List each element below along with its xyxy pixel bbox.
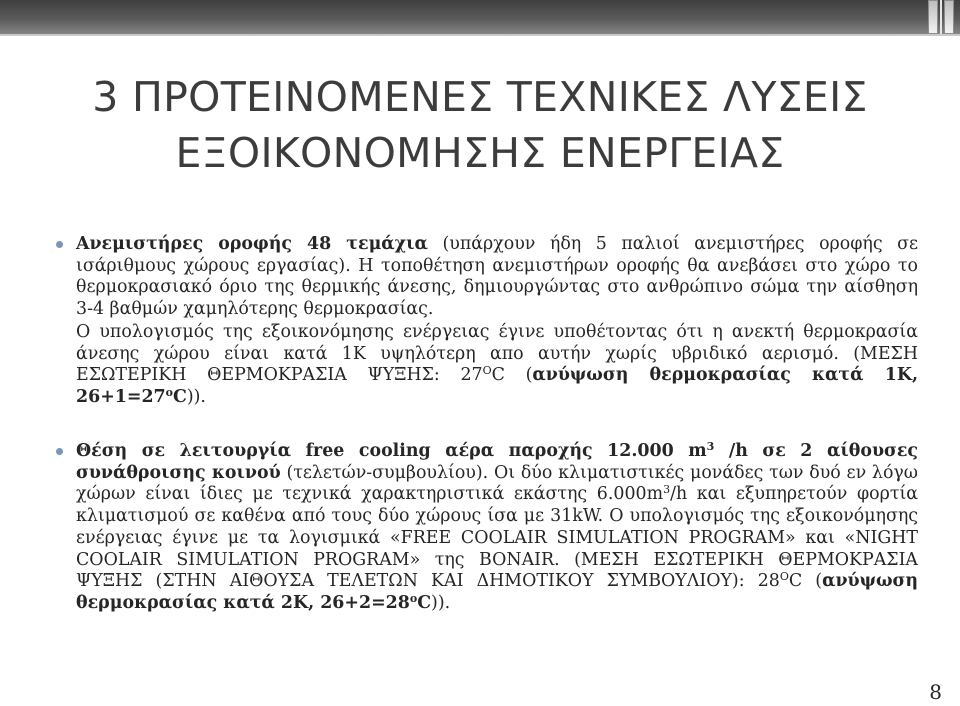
- caps-text: C (: [491, 365, 533, 386]
- paragraph-end: )).: [186, 387, 206, 408]
- caps-text: «NIGHT COOLAIR SIMULATION PROGRAM»: [76, 527, 918, 570]
- paragraph-text: Ο υπολογισμός της εξοικονόμησης ενέργειας έγινε υποθέτοντας ότι η ανεκτή θερμοκρασία άνεσης χώρου είναι κατά 1Κ υψηλότερη απο αυτήν χωρίς υβριδικό αερισμό.: [76, 322, 918, 364]
- caps-text: «FREE COOLAIR SIMULATION PROGRAM»: [390, 527, 796, 548]
- superscript: ο: [409, 591, 418, 605]
- bullet-dot: [56, 241, 63, 248]
- corner-decoration-strip: [940, 0, 942, 34]
- caps-text: (ΜΕΣΗ ΕΣΩΤΕΡΙΚΗ ΘΕΡΜΟΚΡΑΣΙΑ ΨΥΞΗΣ: 27: [76, 343, 918, 386]
- bullet-dot: [56, 448, 63, 455]
- bold-text-part: C: [173, 387, 187, 408]
- paragraph-end: )).: [431, 592, 451, 613]
- caps-text: C (: [788, 571, 823, 592]
- superscript: 3: [706, 440, 715, 453]
- bold-text-part: ανύψωση θερμοκρασίας κατά 1Κ, 26+1=27: [76, 365, 918, 408]
- bullet-paragraph-ceiling-fans: [76, 234, 918, 321]
- bold-text-part: ανύψωση θερμοκρασίας κατά 2Κ, 26+2=28: [76, 571, 918, 613]
- corner-decoration: [944, 0, 954, 34]
- superscript: Ο: [779, 570, 789, 584]
- paragraph-text: (υπάρχουν ήδη 5 παλιοί ανεμιστήρες οροφής σε ισάριθμους χώρους εργασίας). Η τοποθέτηση ανεμιστήρων οροφής θα ανεβάσει στο χώρο το θερμοκρασιακό όριο της θερμικής άνεσης, δημιουργώντας στο ανθρώπινο σώμα την αίσθηση 3-4 βαθμών χαμηλότερης θερμοκρασίας.: [76, 234, 918, 320]
- bold-lead: Ανεμιστήρες οροφής 48 τεμάχια: [76, 234, 428, 254]
- bullet-paragraph-free-cooling: [76, 441, 918, 615]
- bold-text-part: /h σε 2 αίθουσες συνάθροισης κοινού: [76, 441, 918, 483]
- bold-text-part: C: [417, 592, 432, 613]
- paragraph-text: /h και εξυπηρετούν φορτία κλιματισμού σε καθένα από τους δύο χώρους ίσα με 31kW. Ο υπολογισμός της εξοικονόμησης ενέργειας έγινε με τα λογισμικά: [76, 484, 919, 548]
- bold-text-part: Θέση σε λειτουργία free cooling αέρα παροχής 12.000 m: [76, 441, 707, 461]
- top-bar: [0, 0, 960, 34]
- caps-text: BONAIR. (ΜΕΣΗ ΕΣΩΤΕΡΙΚΗ ΘΕΡΜΟΚΡΑΣΙΑ ΨΥΞΗΣ (ΣΤΗΝ ΑΙΘΟΥΣΑ ΤΕΛΕΤΩΝ ΚΑΙ ΔΗΜΟΤΙΚΟΥ ΣΥΜΒΟΥΛΙΟΥ): 28: [76, 549, 918, 592]
- page-number: 8: [929, 680, 942, 704]
- corner-decoration: [928, 0, 938, 34]
- top-bar-line: [0, 34, 960, 36]
- slide-title-line-2: ΕΞΟΙΚΟΝΟΜΗΣΗΣ ΕΝΕΡΓΕΙΑΣ: [175, 129, 785, 177]
- paragraph-text: της: [420, 549, 480, 570]
- paragraph-text: και: [795, 527, 845, 548]
- superscript: ο: [165, 386, 173, 400]
- paragraph-text: (τελετών-συμβουλίου). Οι δύο κλιματιστικές μονάδες των δυό εν λόγω χώρων είναι ίδιες με τεχνικά χαρακτηριστικά εκάστης 6.000m: [76, 462, 918, 505]
- paragraph-savings-calculation: [76, 322, 918, 409]
- superscript: Ο: [482, 364, 492, 378]
- slide-title-line-1: 3 ΠΡΟΤΕΙΝΟΜΕΝΕΣ ΤΕΧΝΙΚΕΣ ΛΥΣΕΙΣ: [92, 73, 868, 121]
- superscript: 3: [663, 483, 671, 497]
